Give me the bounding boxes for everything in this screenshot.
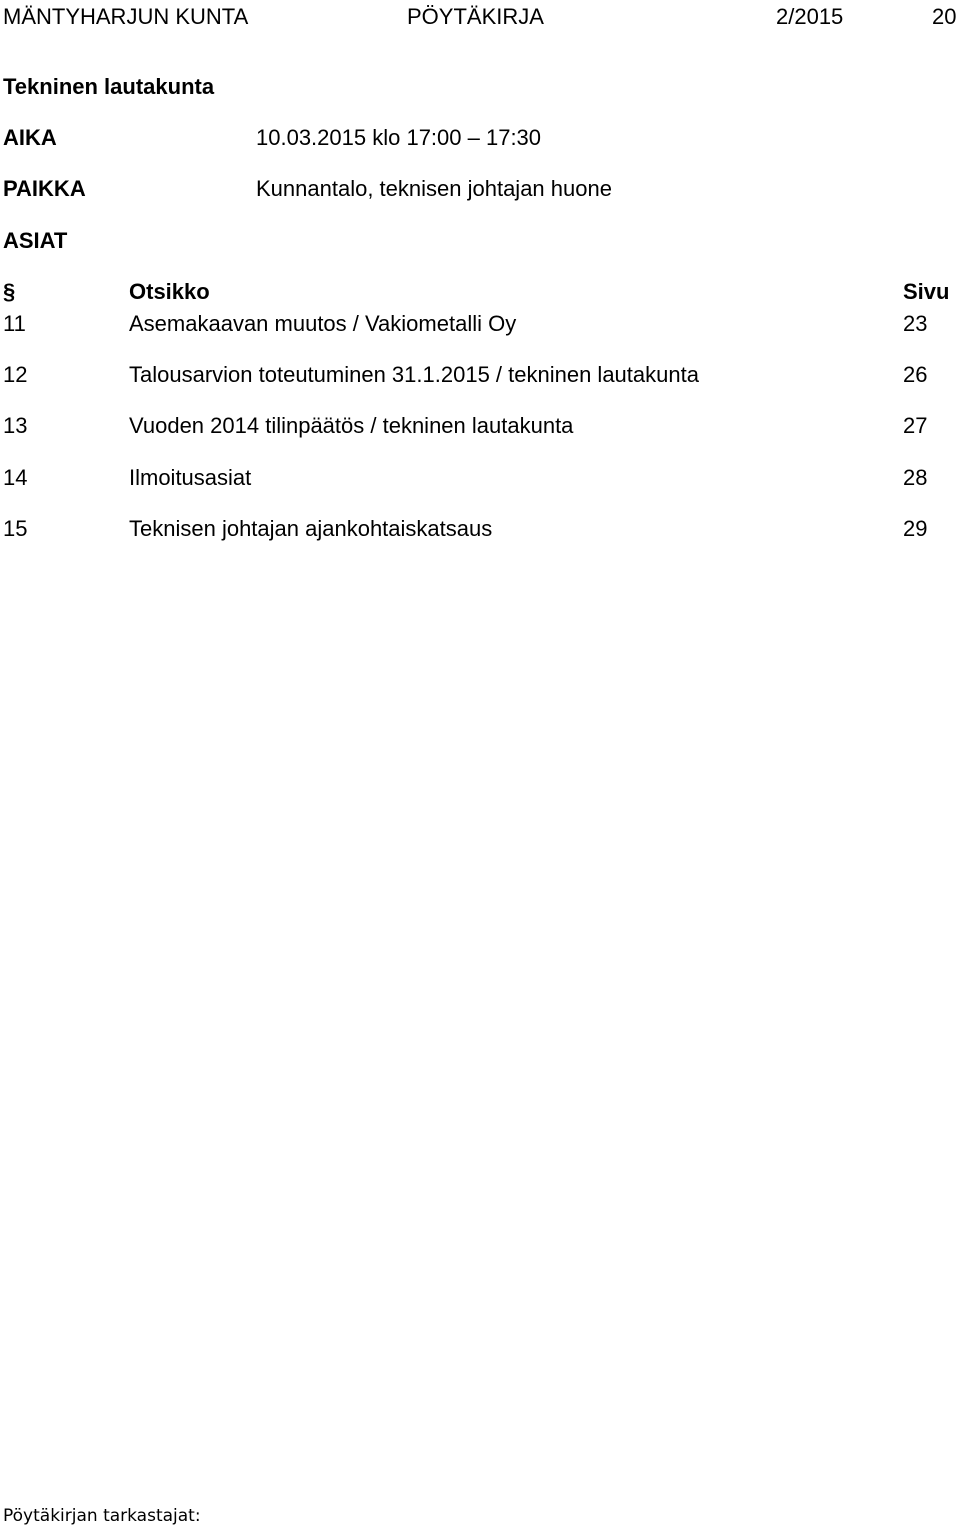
agenda-item-page: 23	[903, 311, 928, 336]
agenda-item-number: 15	[3, 516, 28, 541]
agenda-item-page: 28	[903, 465, 928, 490]
agenda-item-number: 14	[3, 465, 28, 490]
committee-title: Tekninen lautakunta	[3, 74, 215, 99]
agenda-item-title: Talousarvion toteutuminen 31.1.2015 / tekninen lautakunta	[129, 362, 699, 387]
agenda-title-header: Otsikko	[129, 279, 210, 304]
agenda-item-number: 12	[3, 362, 28, 387]
place-label: PAIKKA	[3, 176, 86, 201]
protocol-number: 2/2015	[776, 4, 844, 29]
time-label: AIKA	[3, 125, 57, 150]
agenda-page-header: Sivu	[903, 279, 950, 304]
organization-name: MÄNTYHARJUN KUNTA	[3, 4, 249, 29]
agenda-item-number: 11	[3, 311, 26, 336]
agenda-item-title: Ilmoitusasiat	[129, 465, 252, 490]
agenda-item-title: Teknisen johtajan ajankohtaiskatsaus	[129, 516, 493, 541]
agenda-item-page: 26	[903, 362, 928, 387]
agenda-item-title: Vuoden 2014 tilinpäätös / tekninen lautakunta	[129, 413, 574, 438]
agenda-item-title: Asemakaavan muutos / Vakiometalli Oy	[129, 311, 517, 336]
document-type: PÖYTÄKIRJA	[407, 4, 544, 29]
reviewers-label: Pöytäkirjan tarkastajat:	[3, 1506, 201, 1526]
place-value: Kunnantalo, teknisen johtajan huone	[256, 176, 612, 201]
page-number: 20	[932, 4, 957, 29]
time-value: 10.03.2015 klo 17:00 – 17:30	[256, 125, 542, 150]
agenda-item-page: 29	[903, 516, 928, 541]
agenda-item-page: 27	[903, 413, 928, 438]
section-symbol: §	[3, 279, 16, 304]
matters-label: ASIAT	[3, 228, 68, 253]
agenda-item-number: 13	[3, 413, 28, 438]
